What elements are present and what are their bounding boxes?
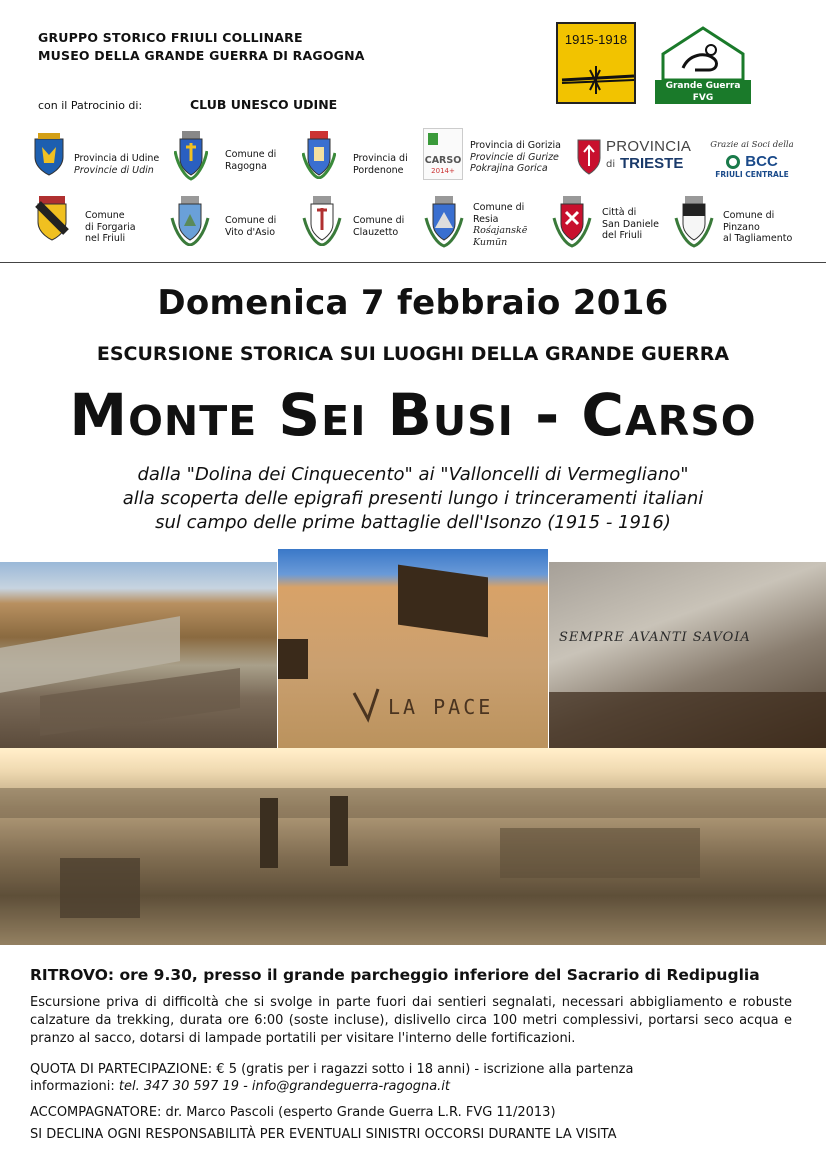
patron-label-vito-1: Comune di — [225, 215, 277, 226]
event-description-line-1: dalla "Dolina dei Cinquecento" ai "Valloncelli di Vermegliano" — [137, 464, 689, 485]
patron-label-forgaria-2: di Forgaria — [85, 221, 136, 233]
inscription-la-pace: LA PACE — [388, 695, 494, 719]
crest-clauzetto-icon — [302, 196, 336, 240]
logo-trieste-line1: PROVINCIA — [606, 138, 692, 155]
logo-bcc-grazie: Grazie ai Soci della — [710, 140, 794, 150]
patron-label-gorizia-slovene: Pokrajina Gorica — [470, 163, 548, 174]
patron-label-sandaniele-2: San Daniele — [602, 218, 660, 230]
patron-label-gorizia-friulian: Provincie di Gurize — [470, 151, 559, 163]
patron-label-resia-2: Resia — [473, 213, 499, 225]
organizer-name: GRUPPO STORICO FRIULI COLLINARE — [38, 30, 303, 45]
meeting-point: RITROVO: ore 9.30, presso il grande parcheggio inferiore del Sacrario di Redipuglia — [30, 966, 760, 984]
crest-trieste-icon — [576, 136, 602, 176]
photo-bunker-la-pace — [278, 549, 548, 761]
logo-carso-sub: 2014+ — [431, 167, 455, 175]
patron-label-udine-friulian: Provincie di Udin — [74, 164, 154, 176]
logo-provincia-trieste — [576, 134, 694, 178]
patron-label-resia-1: Comune di — [473, 202, 525, 213]
event-subtitle: ESCURSIONE STORICA SUI LUOGHI DELLA GRANDE GUERRA — [96, 343, 730, 365]
patron-label-pinzano-2: Pinzano — [723, 221, 760, 233]
patron-label-clauzetto-2: Clauzetto — [353, 226, 399, 238]
participation-fee: QUOTA DI PARTECIPAZIONE: € 5 (gratis per i ragazzi sotto i 18 anni) - iscrizione alla partenza — [30, 1062, 634, 1077]
patron-label-gorizia: Provincia di Gorizia — [470, 140, 561, 151]
event-title: Monte Sei Busi - Carso — [69, 381, 757, 449]
inscription-savoia: SEMPRE AVANTI SAVOIA — [559, 630, 751, 645]
patron-label-pinzano-3: al Tagliamento — [723, 233, 793, 244]
crest-pinzano-icon — [674, 196, 708, 240]
logo-bcc — [704, 140, 800, 180]
patron-label-vito-2: Vito d'Asio — [225, 226, 276, 238]
crest-sandaniele-icon — [552, 196, 586, 240]
photo-inscription-savoia — [549, 562, 826, 750]
event-date: Domenica 7 febbraio 2016 — [157, 283, 669, 323]
logo-carso-text: CARSO — [424, 155, 462, 166]
museum-name: MUSEO DELLA GRANDE GUERRA DI RAGOGNA — [38, 48, 365, 63]
inscription-v-mark-icon — [350, 687, 390, 727]
crest-ragogna-icon — [174, 131, 208, 175]
patron-label-forgaria-1: Comune — [85, 210, 125, 221]
contact-value[interactable]: tel. 347 30 597 19 - info@grandeguerra-ragogna.it — [118, 1079, 451, 1094]
header-divider — [0, 262, 826, 263]
patronage-club: CLUB UNESCO UDINE — [190, 97, 338, 112]
patron-label-sandaniele-3: del Friuli — [602, 230, 643, 241]
logo-bcc-name: BCC — [745, 153, 778, 170]
crest-vito-icon — [170, 196, 204, 240]
patron-label-resia-3: Rośajanskē — [473, 225, 528, 236]
logo-1915-1918 — [556, 22, 636, 104]
logo-trieste-di: di — [606, 159, 616, 170]
event-description-line-2: alla scoperta delle epigrafi presenti lungo i trinceramenti italiani — [122, 488, 704, 509]
disclaimer: SI DECLINA OGNI RESPONSABILITÀ PER EVENTUALI SINISTRI OCCORSI DURANTE LA VISITA — [30, 1127, 617, 1142]
patron-label-ragogna-1: Comune di — [225, 149, 277, 160]
contact-info — [30, 1078, 810, 1095]
crest-resia-icon — [424, 196, 458, 240]
photo-trench — [0, 562, 277, 750]
logo-trieste-line2: TRIESTE — [620, 155, 684, 172]
patron-label-ragogna-2: Ragogna — [225, 160, 267, 172]
patron-label-sandaniele-1: Città di — [602, 207, 637, 218]
event-description-line-3: sul campo delle prime battaglie dell'Isonzo (1915 - 1916) — [155, 512, 671, 533]
patron-label-pordenone-1: Provincia di — [353, 153, 408, 164]
bcc-emblem-icon — [726, 155, 740, 169]
crest-pordenone-icon — [302, 131, 336, 175]
patronage-label: con il Patrocinio di: — [38, 99, 143, 112]
patron-label-pordenone-2: Pordenone — [353, 164, 404, 176]
logo-carso-2014 — [423, 128, 463, 180]
barbed-wire-icon — [560, 52, 636, 102]
guide-info: ACCOMPAGNATORE: dr. Marco Pascoli (esperto Grande Guerra L.R. FVG 11/2013) — [30, 1105, 556, 1120]
crest-udine-icon — [32, 133, 66, 177]
logo-grande-guerra-fvg — [655, 24, 751, 113]
logo-gg-title: Grande Guerra FVG — [665, 81, 741, 103]
excursion-description: Escursione priva di difficoltà che si svolge in parte fuori dai sentieri segnalati, necessari abbigliamento e robuste calzature da trekking, durata ore 6:00 (soste incluse), dislivello circa 100 metri complessivi, portarsi seco acqua e pranzo al sacco, dotarsi di lampade portatili per visitare l'interno delle fortificazioni. — [30, 995, 792, 1046]
contact-label: informazioni: — [30, 1079, 119, 1094]
event-description — [0, 463, 826, 535]
crest-forgaria-icon — [35, 196, 69, 240]
patron-label-udine: Provincia di Udine — [74, 153, 160, 164]
house-hands-icon — [655, 24, 751, 82]
patron-label-resia-4: Kumūn — [473, 236, 508, 248]
patron-label-forgaria-3: nel Friuli — [85, 233, 126, 244]
patron-label-clauzetto-1: Comune di — [353, 215, 405, 226]
patron-label-pinzano-1: Comune di — [723, 210, 775, 221]
logo-bcc-sub: FRIULI CENTRALE — [715, 170, 789, 179]
logo-gg-subtitle: SENTIERI DI PACE — [670, 104, 736, 113]
photo-historic-soldiers-camp — [0, 748, 826, 945]
logo-1915-text: 1915-1918 — [564, 32, 628, 47]
